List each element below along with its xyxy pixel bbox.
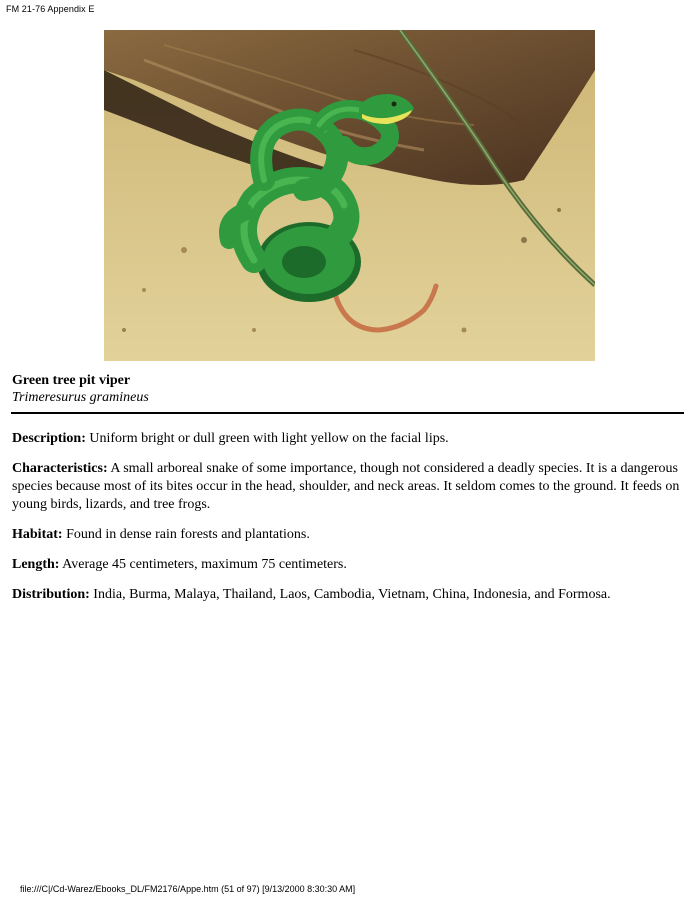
distribution-text: India, Burma, Malaya, Thailand, Laos, Cambodia, Vietnam, China, Indonesia, and Formosa.	[89, 587, 611, 602]
species-details	[12, 430, 680, 616]
length-label: Length:	[12, 557, 60, 572]
species-common-name: Green tree pit viper	[12, 373, 131, 388]
description-paragraph	[12, 430, 680, 448]
green-tree-pit-viper-photo	[104, 30, 595, 361]
characteristics-label: Characteristics:	[12, 461, 108, 476]
section-divider	[11, 412, 684, 414]
species-latin-name: Trimeresurus gramineus	[12, 390, 149, 405]
habitat-paragraph	[12, 526, 680, 544]
description-label: Description:	[12, 431, 86, 446]
distribution-label: Distribution:	[12, 587, 90, 602]
length-text: Average 45 centimeters, maximum 75 centimeters.	[59, 557, 347, 572]
source-footer: file:///C|/Cd-Warez/Ebooks_DL/FM2176/Appe.htm (51 of 97) [9/13/2000 8:30:30 AM]	[20, 884, 356, 894]
characteristics-paragraph	[12, 460, 680, 514]
habitat-text: Found in dense rain forests and plantations.	[62, 527, 310, 542]
length-paragraph	[12, 556, 680, 574]
running-header: FM 21-76 Appendix E	[6, 4, 95, 14]
description-text: Uniform bright or dull green with light yellow on the facial lips.	[85, 431, 449, 446]
distribution-paragraph	[12, 586, 680, 604]
habitat-label: Habitat:	[12, 527, 63, 542]
characteristics-text: A small arboreal snake of some importance, though not considered a deadly species. It is a dangerous species because most of its bites occur in the head, shoulder, and neck areas. It seldom comes to the ground. It feeds on young birds, lizards, and tree frogs.	[12, 461, 680, 512]
